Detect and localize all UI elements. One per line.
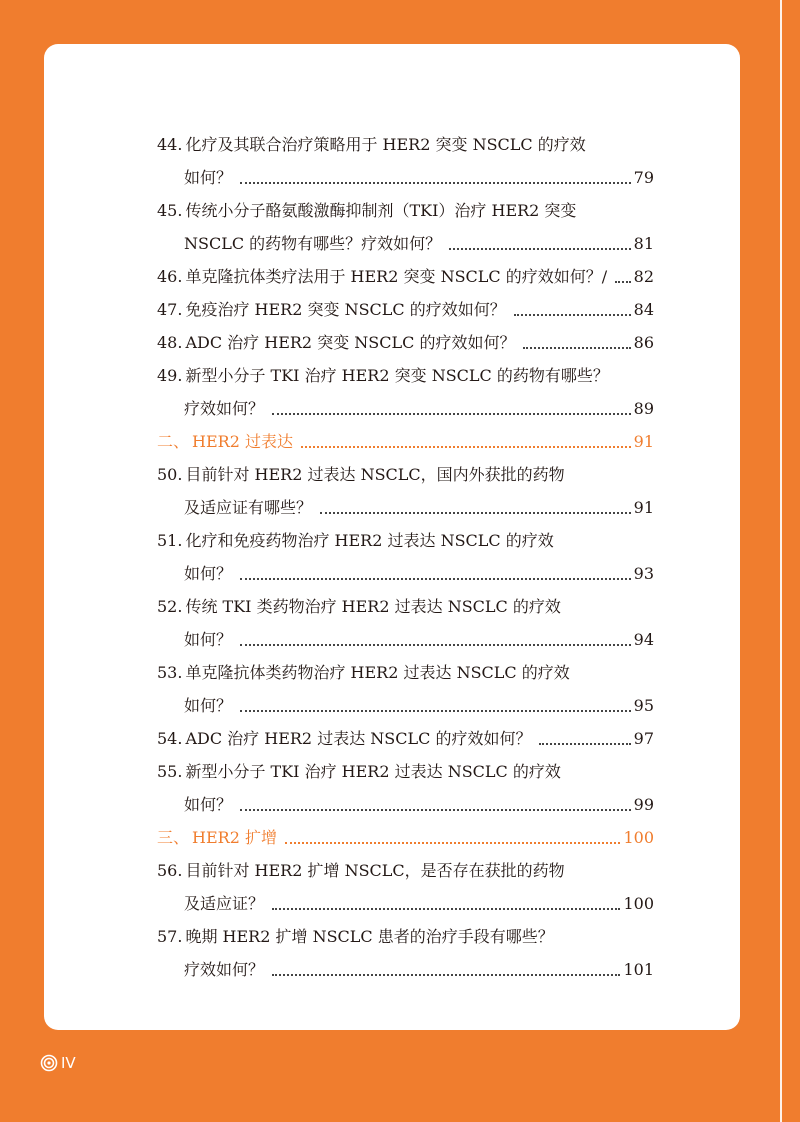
toc-text: ADC 治疗 HER2 突变 NSCLC 的疗效如何？ xyxy=(185,333,516,352)
dot-leader xyxy=(320,511,631,514)
toc-text: 传统 TKI 类药物治疗 HER2 过表达 NSCLC 的疗效 xyxy=(185,597,561,616)
toc-line xyxy=(157,623,654,656)
toc-text: NSCLC 的药物有哪些？疗效如何？ xyxy=(184,234,442,253)
dot-leader xyxy=(523,346,630,349)
toc-number: 三、 xyxy=(157,828,190,847)
toc-page-number: 101 xyxy=(623,960,654,979)
toc-line xyxy=(157,194,654,227)
toc-line xyxy=(157,227,654,260)
dot-leader xyxy=(514,313,631,316)
dot-leader xyxy=(301,445,631,448)
toc-number: 44. xyxy=(157,135,183,154)
toc-entry[interactable] xyxy=(157,854,654,920)
toc-line xyxy=(157,128,654,161)
toc-line xyxy=(157,425,654,458)
toc-line xyxy=(157,260,654,293)
dot-leader xyxy=(539,742,630,745)
toc-line xyxy=(157,557,654,590)
toc-entry[interactable] xyxy=(157,656,654,722)
toc-text: 晚期 HER2 扩增 NSCLC 患者的治疗手段有哪些？ xyxy=(185,927,554,946)
toc-line xyxy=(157,953,654,986)
toc-entry[interactable] xyxy=(157,194,654,260)
toc-number: 53. xyxy=(157,663,183,682)
toc-number: 48. xyxy=(157,333,183,352)
toc-number: 54. xyxy=(157,729,183,748)
toc-number: 46. xyxy=(157,267,183,286)
toc-entry[interactable] xyxy=(157,359,654,425)
toc-page-number: 100 xyxy=(623,894,654,913)
toc-page-number: 79 xyxy=(633,168,654,187)
toc-text: 新型小分子 TKI 治疗 HER2 突变 NSCLC 的药物有哪些？ xyxy=(185,366,609,385)
toc-line xyxy=(157,491,654,524)
dot-leader xyxy=(240,643,631,646)
toc-text: 新型小分子 TKI 治疗 HER2 过表达 NSCLC 的疗效 xyxy=(185,762,561,781)
toc-text: 单克隆抗体类药物治疗 HER2 过表达 NSCLC 的疗效 xyxy=(185,663,570,682)
toc-page-number: 100 xyxy=(623,828,654,847)
toc-entry[interactable] xyxy=(157,920,654,986)
toc-page-number: 95 xyxy=(633,696,654,715)
toc-text: 单克隆抗体类疗法用于 HER2 突变 NSCLC 的疗效如何？/ xyxy=(185,267,608,286)
toc-text: 及适应证有哪些？ xyxy=(184,498,313,517)
toc-number: 45. xyxy=(157,201,183,220)
toc-text: 如何？ xyxy=(184,630,233,649)
table-of-contents xyxy=(157,128,654,986)
dot-leader xyxy=(272,412,631,415)
toc-number: 49. xyxy=(157,366,183,385)
toc-entry[interactable] xyxy=(157,326,654,359)
toc-number: 51. xyxy=(157,531,183,550)
page-card xyxy=(44,44,740,1030)
toc-line xyxy=(157,458,654,491)
toc-page-number: 91 xyxy=(633,498,654,517)
toc-line xyxy=(157,920,654,953)
toc-line xyxy=(157,359,654,392)
toc-entry[interactable] xyxy=(157,128,654,194)
dot-leader xyxy=(272,973,620,976)
toc-line xyxy=(157,689,654,722)
toc-number: 52. xyxy=(157,597,183,616)
toc-line xyxy=(157,293,654,326)
toc-line xyxy=(157,887,654,920)
toc-text: 化疗及其联合治疗策略用于 HER2 突变 NSCLC 的疗效 xyxy=(185,135,586,154)
dot-leader xyxy=(285,841,620,844)
toc-text: HER2 扩增 xyxy=(192,828,277,847)
toc-page-number: 93 xyxy=(633,564,654,583)
toc-number: 二、 xyxy=(157,432,190,451)
toc-entry[interactable] xyxy=(157,293,654,326)
toc-text: 疗效如何？ xyxy=(184,960,265,979)
toc-page-number: 81 xyxy=(633,234,654,253)
dot-leader xyxy=(272,907,620,910)
toc-entry[interactable] xyxy=(157,590,654,656)
dot-leader xyxy=(449,247,630,250)
toc-entry[interactable] xyxy=(157,722,654,755)
toc-page-number: 86 xyxy=(633,333,654,352)
toc-page-number: 91 xyxy=(633,432,654,451)
right-edge-line xyxy=(780,0,782,1122)
toc-text: 如何？ xyxy=(184,168,233,187)
toc-line xyxy=(157,392,654,425)
toc-line xyxy=(157,755,654,788)
toc-line xyxy=(157,590,654,623)
toc-text: ADC 治疗 HER2 过表达 NSCLC 的疗效如何？ xyxy=(185,729,532,748)
toc-line xyxy=(157,326,654,359)
toc-line xyxy=(157,854,654,887)
toc-entry[interactable] xyxy=(157,260,654,293)
toc-line xyxy=(157,524,654,557)
toc-text: 化疗和免疫药物治疗 HER2 过表达 NSCLC 的疗效 xyxy=(185,531,554,550)
toc-page-number: 97 xyxy=(633,729,654,748)
page-footer xyxy=(40,1054,76,1072)
toc-text: 目前针对 HER2 扩增 NSCLC，是否存在获批的药物 xyxy=(185,861,565,880)
toc-text: 传统小分子酪氨酸激酶抑制剂（TKI）治疗 HER2 突变 xyxy=(185,201,577,220)
toc-text: 免疫治疗 HER2 突变 NSCLC 的疗效如何？ xyxy=(185,300,506,319)
toc-text: 目前针对 HER2 过表达 NSCLC，国内外获批的药物 xyxy=(185,465,565,484)
dot-leader xyxy=(240,181,631,184)
toc-entry[interactable] xyxy=(157,524,654,590)
toc-line xyxy=(157,161,654,194)
toc-section[interactable] xyxy=(157,821,654,854)
toc-number: 55. xyxy=(157,762,183,781)
toc-text: HER2 过表达 xyxy=(192,432,293,451)
toc-entry[interactable] xyxy=(157,755,654,821)
toc-text: 如何？ xyxy=(184,696,233,715)
toc-number: 47. xyxy=(157,300,183,319)
toc-line xyxy=(157,656,654,689)
dot-leader xyxy=(240,709,631,712)
toc-number: 50. xyxy=(157,465,183,484)
toc-page-number: 99 xyxy=(633,795,654,814)
toc-page-number: 84 xyxy=(633,300,654,319)
toc-text: 疗效如何？ xyxy=(184,399,265,418)
spiral-logo-icon xyxy=(40,1054,58,1072)
toc-text: 如何？ xyxy=(184,564,233,583)
dot-leader xyxy=(615,280,631,283)
toc-number: 57. xyxy=(157,927,183,946)
toc-text: 及适应证？ xyxy=(184,894,265,913)
toc-page-number: 94 xyxy=(633,630,654,649)
toc-number: 56. xyxy=(157,861,183,880)
toc-page-number: 82 xyxy=(633,267,654,286)
toc-line xyxy=(157,821,654,854)
toc-section[interactable] xyxy=(157,425,654,458)
page-number: IV xyxy=(61,1054,76,1072)
toc-text: 如何？ xyxy=(184,795,233,814)
dot-leader xyxy=(240,808,631,811)
dot-leader xyxy=(240,577,631,580)
toc-entry[interactable] xyxy=(157,458,654,524)
toc-line xyxy=(157,788,654,821)
toc-page-number: 89 xyxy=(633,399,654,418)
toc-line xyxy=(157,722,654,755)
